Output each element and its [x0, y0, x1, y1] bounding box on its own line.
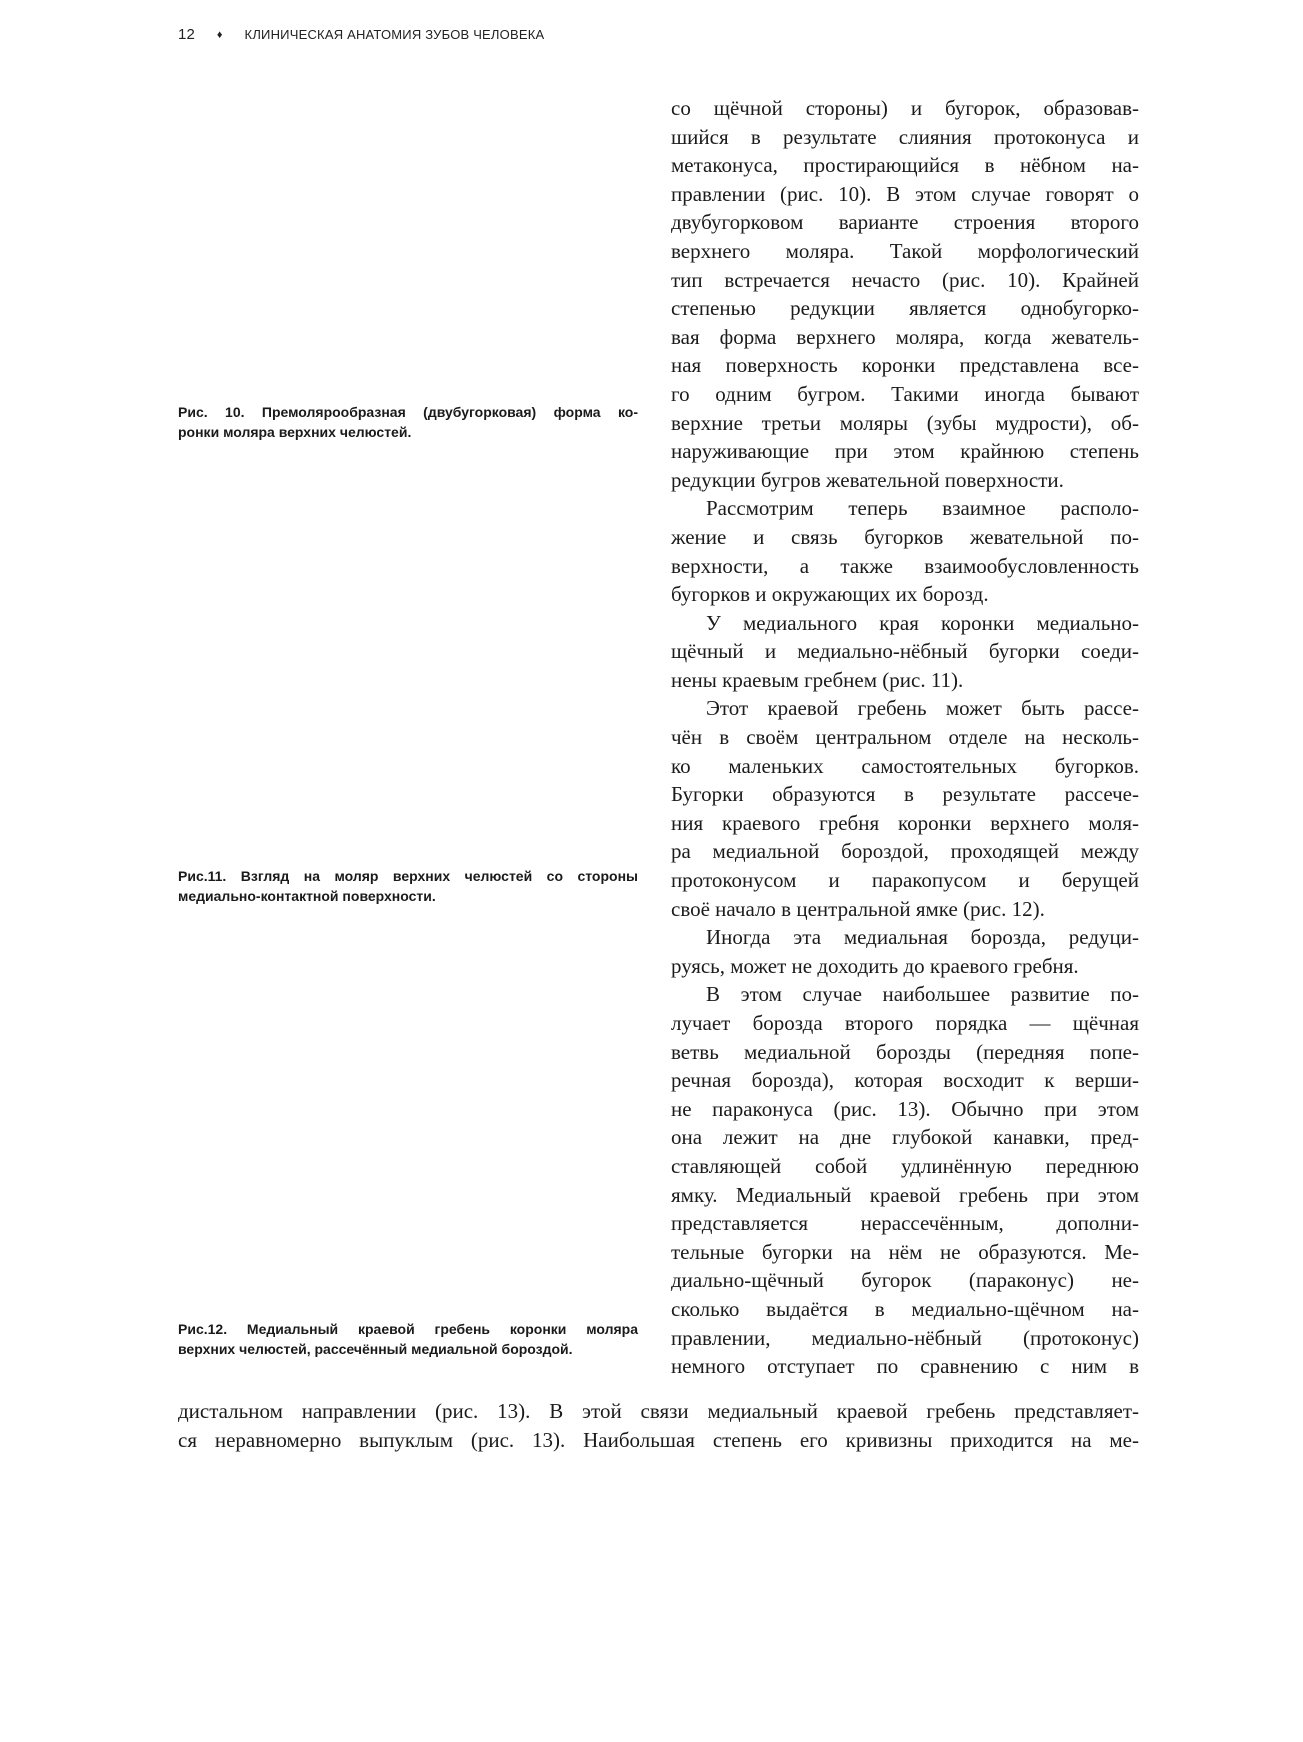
text-line: сколько выдаётся в медиально-щёчном на- — [671, 1296, 1139, 1321]
text-line: ра медиальной бороздой, проходящей между — [671, 839, 1139, 864]
caption-line: медиально-контактной поверхности. — [178, 888, 436, 904]
text-line: речная борозда), которая восходит к верши- — [671, 1068, 1139, 1093]
caption-line: ронки моляра верхних челюстей. — [178, 424, 412, 440]
text-line: го одним бугром. Такими иногда бывают — [671, 381, 1139, 406]
text-line: своё начало в центральной ямке (рис. 12). — [671, 896, 1045, 921]
text-line: верхнего моляра. Такой морфологический — [671, 238, 1139, 263]
text-line: ветвь медиальной борозды (передняя попе- — [671, 1039, 1139, 1064]
text-line: тип встречается нечасто (рис. 10). Крайней — [671, 267, 1139, 292]
text-line: представляется нерассечённым, дополни- — [671, 1211, 1139, 1236]
text-line: немного отступает по сравнению с ним в — [671, 1354, 1139, 1379]
figure-caption-11 — [178, 866, 638, 906]
text-line: ямку. Медиальный краевой гребень при этом — [671, 1182, 1139, 1207]
text-line: нены краевым гребнем (рис. 11). — [671, 667, 964, 692]
figure-caption-10 — [178, 402, 638, 442]
text-line: она лежит на дне глубокой канавки, пред- — [671, 1125, 1139, 1150]
text-line: ния краевого гребня коронки верхнего моля- — [671, 810, 1139, 835]
text-line: жение и связь бугорков жевательной по- — [671, 524, 1139, 549]
text-line: тельные бугорки на нём не образуются. Ме- — [671, 1239, 1139, 1264]
right-column-text — [671, 94, 1139, 1381]
text-line: метаконуса, простирающийся в нёбном на- — [671, 153, 1139, 178]
caption-line: Рис. 10. Премолярообразная (двубугорковая) форма ко- — [178, 404, 638, 420]
text-line: правлении, медиально-нёбный (протоконус) — [671, 1325, 1139, 1350]
diamond-separator-icon: ♦ — [216, 29, 223, 41]
text-line: Бугорки образуются в результате рассече- — [671, 782, 1139, 807]
text-line: протоконусом и паракопусом и берущей — [671, 868, 1139, 893]
full-width-text — [178, 1397, 1139, 1454]
text-line: Иногда эта медиальная борозда, редуци- — [706, 925, 1139, 950]
text-line: не параконуса (рис. 13). Обычно при этом — [671, 1096, 1139, 1121]
text-line: Этот краевой гребень может быть рассе- — [706, 696, 1139, 721]
text-line: бугорков и окружающих их борозд. — [671, 582, 989, 607]
text-line: лучает борозда второго порядка — щёчная — [671, 1011, 1139, 1035]
figure-caption-12 — [178, 1319, 638, 1359]
text-line: шийся в результате слияния протоконуса и — [671, 124, 1139, 149]
text-line: со щёчной стороны) и бугорок, образовав- — [671, 96, 1139, 120]
text-line: руясь, может не доходить до краевого гребня. — [671, 953, 1079, 978]
text-line: ко маленьких самостоятельных бугорков. — [671, 753, 1139, 778]
text-line: правлении (рис. 10). В этом случае говорят о — [671, 181, 1139, 206]
text-line: чён в своём центральном отделе на несколь- — [671, 725, 1139, 750]
text-line: верхние третьи моляры (зубы мудрости), об- — [671, 410, 1139, 435]
text-line: диально-щёчный бугорок (параконус) не- — [671, 1268, 1139, 1293]
running-head — [178, 26, 544, 43]
running-title: КЛИНИЧЕСКАЯ АНАТОМИЯ ЗУБОВ ЧЕЛОВЕКА — [244, 27, 545, 42]
text-line: наруживающие при этом крайнюю степень — [671, 439, 1139, 464]
caption-line: Рис.11. Взгляд на моляр верхних челюстей со стороны — [178, 868, 638, 884]
text-line: Рассмотрим теперь взаимное располо- — [706, 496, 1139, 521]
text-line: ся неравномерно выпуклым (рис. 13). Наибольшая степень его кривизны приходится на ме- — [178, 1427, 1139, 1452]
text-line: щёчный и медиально-нёбный бугорки соеди- — [671, 639, 1139, 664]
text-line: В этом случае наибольшее развитие по- — [706, 982, 1139, 1007]
text-line: вая форма верхнего моляра, когда жеватель- — [671, 324, 1139, 349]
text-line: редукции бугров жевательной поверхности. — [671, 467, 1064, 492]
caption-line: верхних челюстей, рассечённый медиальной бороздой. — [178, 1341, 573, 1357]
text-line: ставляющей собой удлинённую переднюю — [671, 1153, 1139, 1178]
text-line: верхности, а также взаимообусловленность — [671, 553, 1139, 578]
page-number: 12 — [178, 26, 196, 43]
text-line: ная поверхность коронки представлена все- — [671, 353, 1139, 378]
text-line: дистальном направлении (рис. 13). В этой связи медиальный краевой гребень представляет- — [178, 1399, 1139, 1423]
text-line: двубугорковом варианте строения второго — [671, 210, 1139, 235]
text-line: У медиального края коронки медиально- — [706, 610, 1139, 635]
text-line: степенью редукции является однобугорко- — [671, 296, 1139, 321]
caption-line: Рис.12. Медиальный краевой гребень коронки моляра — [178, 1321, 638, 1337]
